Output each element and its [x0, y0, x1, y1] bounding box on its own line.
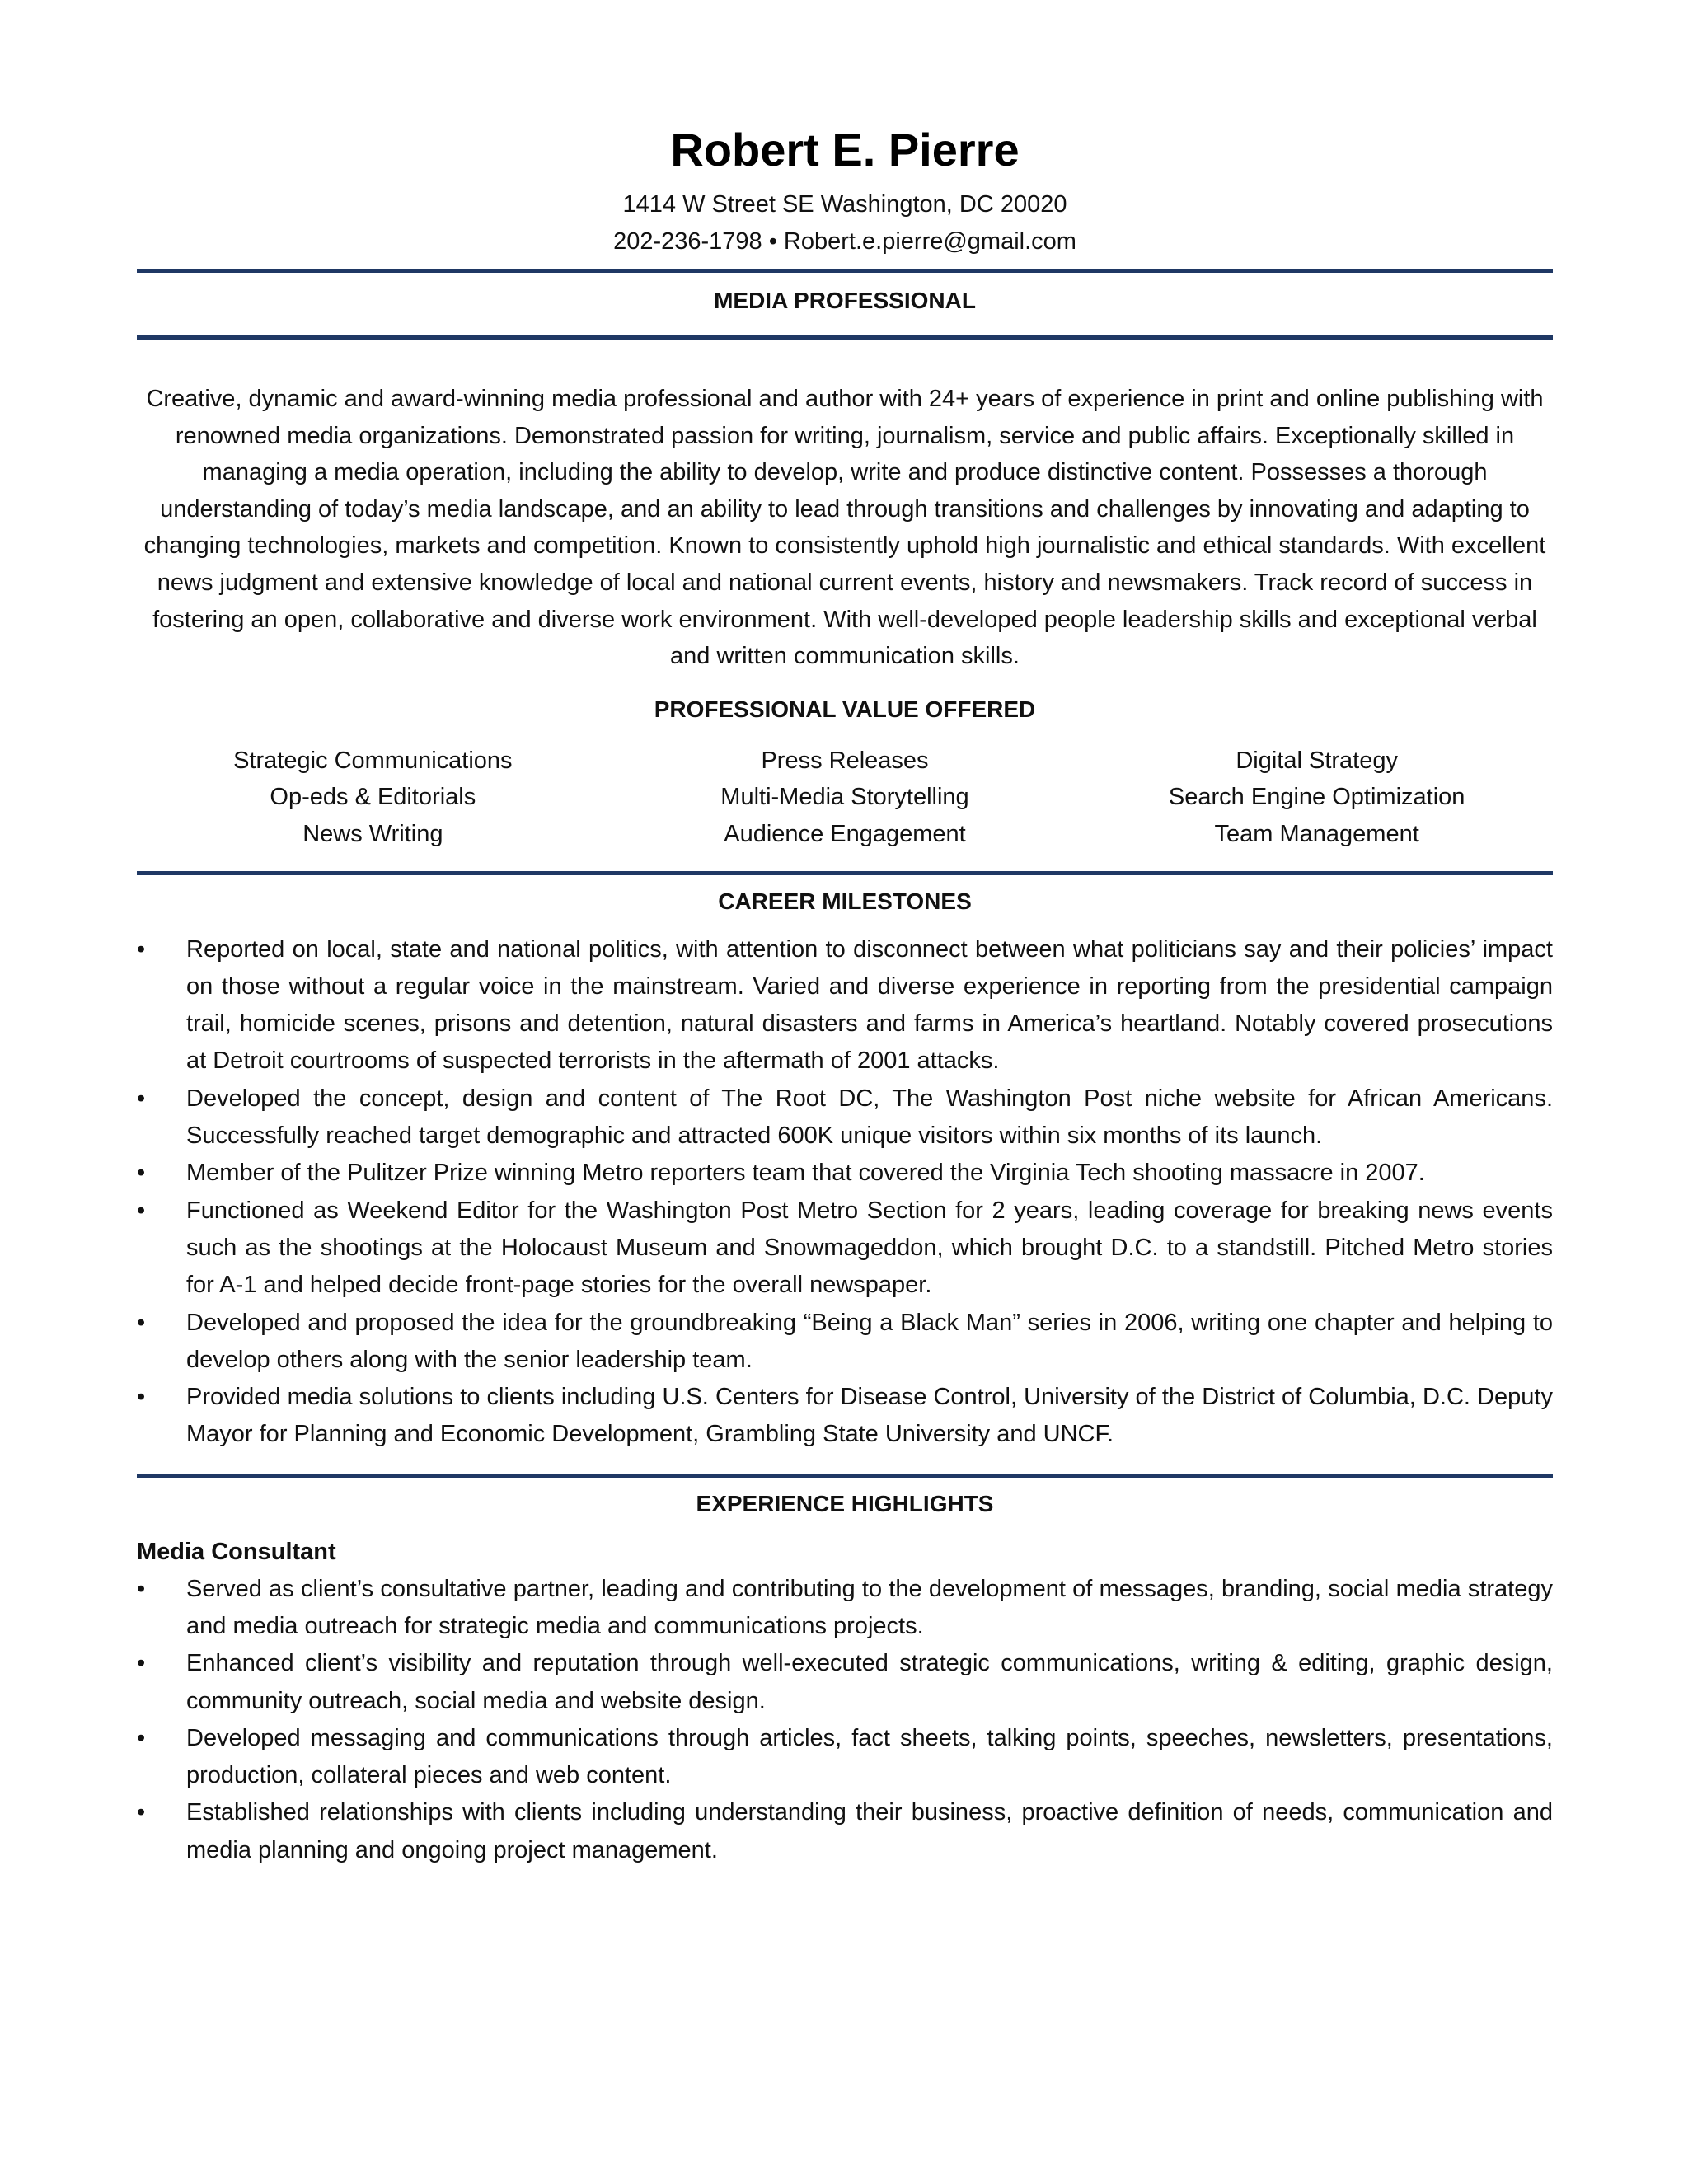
list-item-text: Established relationships with clients including understanding their business, proactive definition of needs, communication and media planning and ongoing project management. [186, 1799, 1553, 1863]
skills-column [609, 743, 1081, 853]
list-item [137, 1720, 1553, 1795]
skills-column [1081, 743, 1553, 853]
list-item [137, 1305, 1553, 1380]
skill-item: Audience Engagement [724, 820, 966, 847]
list-item-text: Provided media solutions to clients including U.S. Centers for Disease Control, University of the District of Columbia, D.C. Deputy Mayor for Planning and Economic Development, Grambling State University and UNCF. [186, 1384, 1553, 1448]
list-item-text: Developed the concept, design and content of The Root DC, The Washington Post niche website for African Americans. Successfully reached target demographic and attracted 600K unique visitors within six months of its launch. [186, 1085, 1553, 1150]
list-item [137, 1571, 1553, 1646]
list-item [137, 1645, 1553, 1720]
skill-item: Press Releases [761, 747, 929, 774]
divider-rule [137, 871, 1553, 875]
milestones-list [137, 931, 1553, 1454]
list-item [137, 1794, 1553, 1869]
list-item-text: Member of the Pulitzer Prize winning Metro reporters team that covered the Virginia Tech shooting massacre in 2007. [186, 1160, 1425, 1187]
address-line: 1414 W Street SE Washington, DC 20020 [622, 191, 1067, 218]
list-item-text: Enhanced client’s visibility and reputation through well-executed strategic communications, writing & editing, graphic design, community outreach, social media and website design. [186, 1650, 1553, 1714]
list-item-text: Developed and proposed the idea for the groundbreaking “Being a Black Man” series in 2006, writing one chapter and helping to develop others along with the senior leadership team. [186, 1309, 1553, 1373]
phone-email-line: 202-236-1798 • Robert.e.pierre@gmail.com [613, 228, 1076, 255]
divider-rule [137, 1474, 1553, 1478]
skill-item: Multi-Media Storytelling [720, 784, 969, 811]
list-item-text: Developed messaging and communications through articles, fact sheets, talking points, speeches, newsletters, presentations, production, collateral pieces and web content. [186, 1724, 1553, 1789]
list-item [137, 1193, 1553, 1305]
headline-title: MEDIA PROFESSIONAL [714, 288, 976, 313]
skill-item: Team Management [1214, 820, 1419, 847]
skill-item: Search Engine Optimization [1168, 784, 1465, 811]
bullet-icon: • [137, 1197, 146, 1224]
bullet-icon: • [137, 1724, 146, 1751]
skills-column [137, 743, 609, 853]
experience-list [137, 1571, 1553, 1869]
list-item-text: Served as client’s consultative partner, leading and contributing to the development of messages, branding, social media strategy and media outreach for strategic media and communications projects. [186, 1575, 1553, 1639]
resume-name: Robert E. Pierre [670, 124, 1020, 176]
bullet-icon: • [137, 1575, 146, 1602]
bullet-icon: • [137, 1160, 146, 1187]
bullet-icon: • [137, 935, 146, 963]
skill-item: News Writing [302, 820, 443, 847]
list-item [137, 1155, 1553, 1192]
skills-grid [137, 743, 1553, 853]
skill-item: Strategic Communications [233, 747, 513, 774]
value-offered-title: PROFESSIONAL VALUE OFFERED [654, 696, 1036, 722]
summary-paragraph: Creative, dynamic and award-winning media professional and author with 24+ years of experience in print and online publishing with renowned media organizations. Demonstrated passion for writing, journalism, service and public affairs. Exceptionally skilled in managing a media operation, including the ability to develop, write and produce distinctive content. Possesses a thorough understanding of today’s media landscape, and an ability to lead through transitions and challenges by innovating and adapting to changing technologies, markets and competition. Known to consistently uphold high journalistic and ethical standards. With excellent news judgment and extensive knowledge of local and national current events, history and newsmakers. Track record of success in fostering an open, collaborative and diverse work environment. With well-developed people leadership skills and exceptional verbal and written communication skills. [143, 386, 1546, 670]
list-item-text: Reported on local, state and national politics, with attention to disconnect between what politicians say and their policies’ impact on those without a regular voice in the mainstream. Varied and diverse experience in reporting from the presidential campaign trail, homicide scenes, prisons and detention, natural disasters and farms in America’s heartland. Notably covered prosecutions at Detroit courtrooms of suspected terrorists in the aftermath of 2001 attacks. [186, 935, 1553, 1075]
resume-page [137, 124, 1553, 1869]
list-item [137, 1080, 1553, 1155]
list-item [137, 931, 1553, 1080]
skill-item: Op-eds & Editorials [270, 784, 476, 811]
list-item [137, 1379, 1553, 1454]
bullet-icon: • [137, 1384, 146, 1411]
experience-title: EXPERIENCE HIGHLIGHTS [696, 1490, 994, 1516]
bullet-icon: • [137, 1309, 146, 1336]
bullet-icon: • [137, 1085, 146, 1112]
bullet-icon: • [137, 1650, 146, 1677]
job-title: Media Consultant [137, 1538, 336, 1565]
skill-item: Digital Strategy [1236, 747, 1398, 774]
milestones-title: CAREER MILESTONES [718, 888, 972, 914]
bullet-icon: • [137, 1799, 146, 1826]
divider-rule [137, 269, 1553, 273]
list-item-text: Functioned as Weekend Editor for the Washington Post Metro Section for 2 years, leading coverage for breaking news events such as the shootings at the Holocaust Museum and Snowmageddon, which brought D.C. to a standstill. Pitched Metro stories for A-1 and helped decide front-page stories for the overall newspaper. [186, 1197, 1553, 1299]
divider-rule [137, 335, 1553, 340]
